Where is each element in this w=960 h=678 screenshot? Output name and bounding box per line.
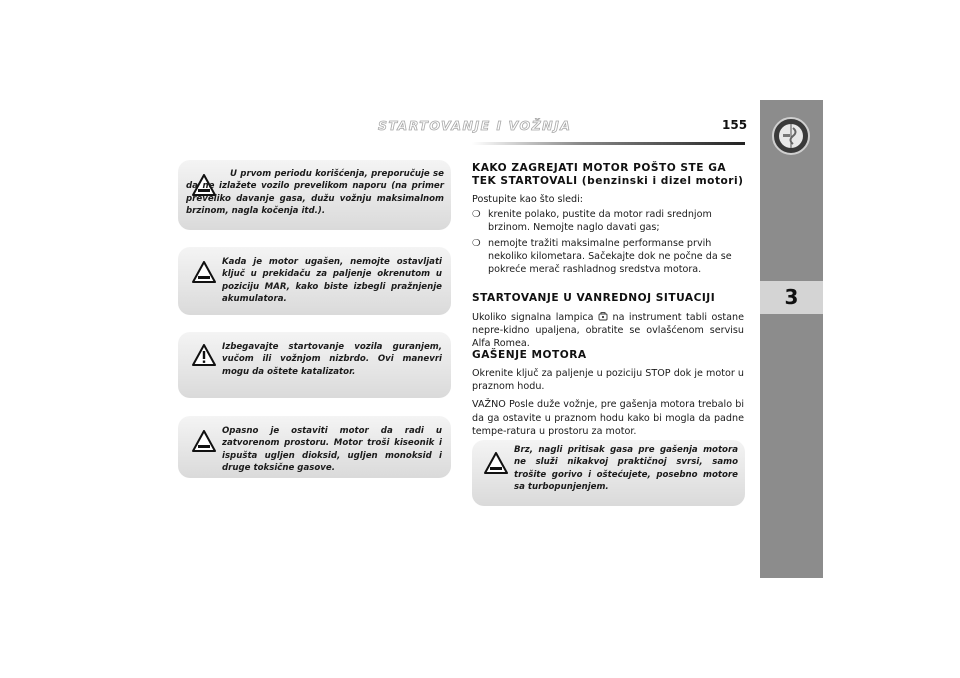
- page-header-title: STARTOVANJE I VOŽNJA: [378, 118, 572, 133]
- warning-box-enclosed-space: [178, 416, 451, 478]
- emergency-start-text: [472, 311, 744, 351]
- heading-emergency-start: STARTOVANJE U VANREDNOJ SITUACIJI: [472, 292, 716, 304]
- chapter-sidebar: [760, 100, 823, 578]
- warning-box-ignition-key: [178, 247, 451, 315]
- warning-box-push-start: [178, 332, 451, 398]
- shutdown-para-2: VAŽNO Posle duže vožnje, pre gašenja motora trebalo bi da ga ostavite u praznom hodu kako bi mogla da padne tempe-ratura u prostoru za motor.: [472, 399, 744, 437]
- warning-box-break-in: [178, 160, 451, 230]
- heading-warm-up-line1: KAKO ZAGREJATI MOTOR POŠTO STE GA: [472, 162, 727, 174]
- section-warm-up: [472, 162, 744, 276]
- section-emergency-start: [472, 292, 744, 351]
- shutdown-para-1: Okrenite ključ za paljenje u poziciju STOP dok je motor u praznom hodu.: [472, 368, 744, 393]
- warning-triangle-icon: [192, 261, 216, 283]
- warm-up-intro: Postupite kao što sledi:: [472, 194, 584, 205]
- alfa-romeo-logo-icon: [771, 116, 811, 156]
- warning-exclamation-icon: [192, 344, 216, 366]
- warning-triangle-icon: [484, 452, 508, 474]
- list-item: [472, 208, 744, 234]
- page-number: 155: [722, 118, 748, 132]
- emergency-text-part2: na instrument tabli ostane nepre-kidno upaljena, obratite se ovlašćenom servisu Alfa Romea.: [472, 312, 745, 350]
- warning-text-push-start: Izbegavajte startovanje vozila guranjem, vučom ili vožnjom nizbrdo. Ovi manevri mogu da oštete katalizator.: [222, 342, 442, 377]
- bullet-text: nemojte tražiti maksimalne performanse prvih nekoliko kilometara. Sačekajte dok ne počne da se pokreće merač rashladnog sredstva motora.: [488, 237, 732, 276]
- warning-box-throttle: [472, 440, 745, 506]
- bullet-circle-icon: ❍: [472, 237, 481, 249]
- warning-text-ignition-key: Kada je motor ugašen, nemojte ostavljati ključ u prekidaču za paljenje okrenutom u poziciju MAR, kako biste izbegli pražnjenje akumulatora.: [222, 257, 442, 304]
- heading-warm-up-line2: TEK STARTOVALI (benzinski i dizel motori): [472, 175, 744, 187]
- header-rule: [472, 142, 745, 145]
- heading-shutdown: GAŠENJE MOTORA: [472, 349, 587, 361]
- section-shutdown: [472, 349, 744, 438]
- list-item: [472, 237, 744, 277]
- warning-text-throttle: Brz, nagli pritisak gasa pre gašenja motora ne služi nikakvoj praktičnoj svrsi, samo trošite gorivo i oštećujete, posebno motore sa turbopunjenjem.: [514, 445, 738, 492]
- bullet-text: krenite polako, pustite da motor radi srednjom brzinom. Nemojte naglo davati gas;: [488, 209, 712, 234]
- emergency-text-part1: Ukoliko signalna lampica: [472, 312, 594, 323]
- immobilizer-lamp-icon: [598, 311, 608, 321]
- warning-triangle-icon: [192, 430, 216, 452]
- bullet-circle-icon: ❍: [472, 209, 481, 221]
- chapter-number: 3: [760, 281, 823, 314]
- warning-text-break-in: U prvom periodu korišćenja, preporučuje se da ne izlažete vozilo prevelikom naporu (na primer preveliko davanje gasa, dužu vožnju maksimalnom brzinom, nagla kočenja itd.).: [186, 169, 444, 216]
- warning-text-enclosed-space: Opasno je ostaviti motor da radi u zatvorenom prostoru. Motor troši kiseonik i ispušta ugljen dioksid, ugljen monoksid i druge toksične gasove.: [222, 426, 442, 473]
